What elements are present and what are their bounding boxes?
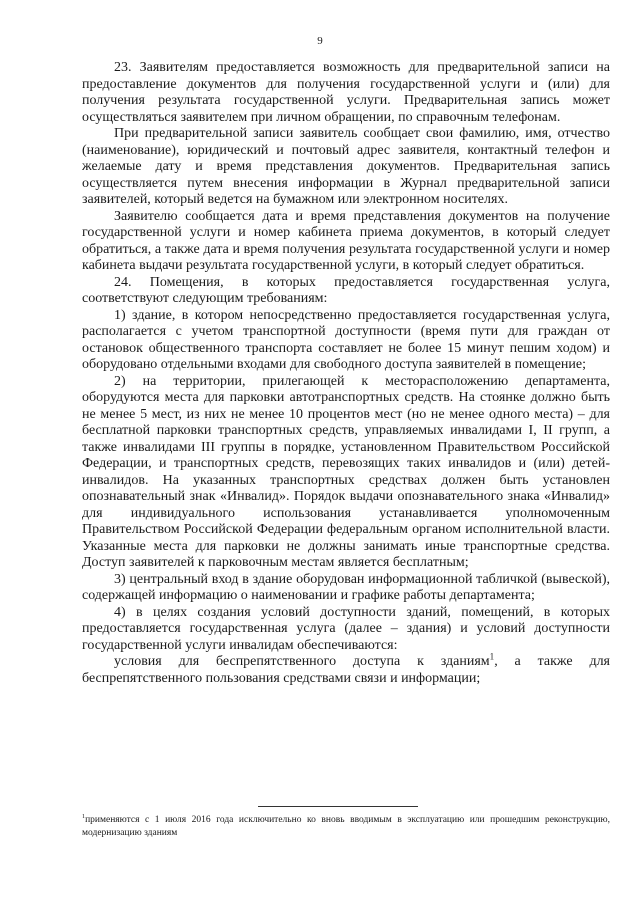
paragraph-text-before: условия для беспрепятственного доступа к зданиям [114, 654, 490, 669]
list-item-2: 2) на территории, прилегающей к месторасположению департамента, оборудуются места для парковки автотранспортных средств. На стоянке должно быть не менее 5 мест, из них не менее 10 процентов мест (но не менее одного места) – для бесплатной парковки транспортных средств, управляемых инвалидами I, II групп, а также инвалидами III группы в порядке, установленном Правительством Российской Федерации, и транспортных средств, перевозящих таких инвалидов и (или) детей-инвалидов. На указанных транспортных средствах должен быть установлен опознавательный знак «Инвалид». Порядок выдачи опознавательного знака «Инвалид» для индивидуального использования устанавливается уполномоченным Правительством Российской Федерации федеральным органом исполнительной власти. Указанные места для парковки не должны занимать иные транспортные средства. Доступ заявителей к парковочным местам является бесплатным; [82, 373, 610, 570]
footnote-divider [258, 806, 418, 807]
list-item-4: 4) в целях создания условий доступности зданий, помещений, в которых предоставляется государственная услуга (далее – здания) и условий доступности государственной услуги инвалидам обеспечиваются: [82, 604, 610, 653]
footnote-marker: 1 [82, 813, 86, 820]
paragraph-text-after: , а также для беспрепятственного пользования средствами связи и информации; [82, 654, 610, 686]
paragraph-23: 23. Заявителям предоставляется возможность для предварительной записи на предоставление документов для получения государственной услуги и (или) для получения результата государственной услуги. Предварительная запись может осуществляться заявителем при личном обращении, по справочным телефонам. [82, 60, 610, 125]
footnote-text: применяются с 1 июля 2016 года исключительно ко вновь вводимым в эксплуатацию или прошедшим реконструкцию, модернизацию зданиям [82, 815, 610, 838]
footnote [82, 814, 610, 840]
body-text [82, 60, 610, 687]
paragraph-pre-registration: При предварительной записи заявитель сообщает свои фамилию, имя, отчество (наименование), юридический и почтовый адрес заявителя, контактный телефон и желаемые дату и время представления документов. Предварительная запись осуществляется путем внесения информации в Журнал предварительной записи заявителей, который ведется на бумажном или электронном носителях. [82, 126, 610, 207]
paragraph-24: 24. Помещения, в которых предоставляется государственная услуга, соответствуют следующим требованиям: [82, 274, 610, 306]
footnote-reference: 1 [489, 651, 495, 662]
list-item-1: 1) здание, в котором непосредственно предоставляется государственная услуга, располагается с учетом транспортной доступности (время пути для граждан от остановок общественного транспорта составляет не более 15 минут пешим ходом) и оборудовано отдельными входами для свободного доступа заявителей в помещение; [82, 307, 610, 372]
list-item-3: 3) центральный вход в здание оборудован информационной табличкой (вывеской), содержащей информацию о наименовании и графике работы департамента; [82, 571, 610, 603]
paragraph-accessibility-conditions [82, 651, 610, 687]
page-number: 9 [317, 35, 323, 47]
paragraph-applicant-informed: Заявителю сообщается дата и время представления документов на получение государственной услуги и номер кабинета приема документов, в который следует обратиться, а также дата и время получения результата государственной услуги и номер кабинета выдачи результата государственной услуги, в который следует обратиться. [82, 208, 610, 273]
